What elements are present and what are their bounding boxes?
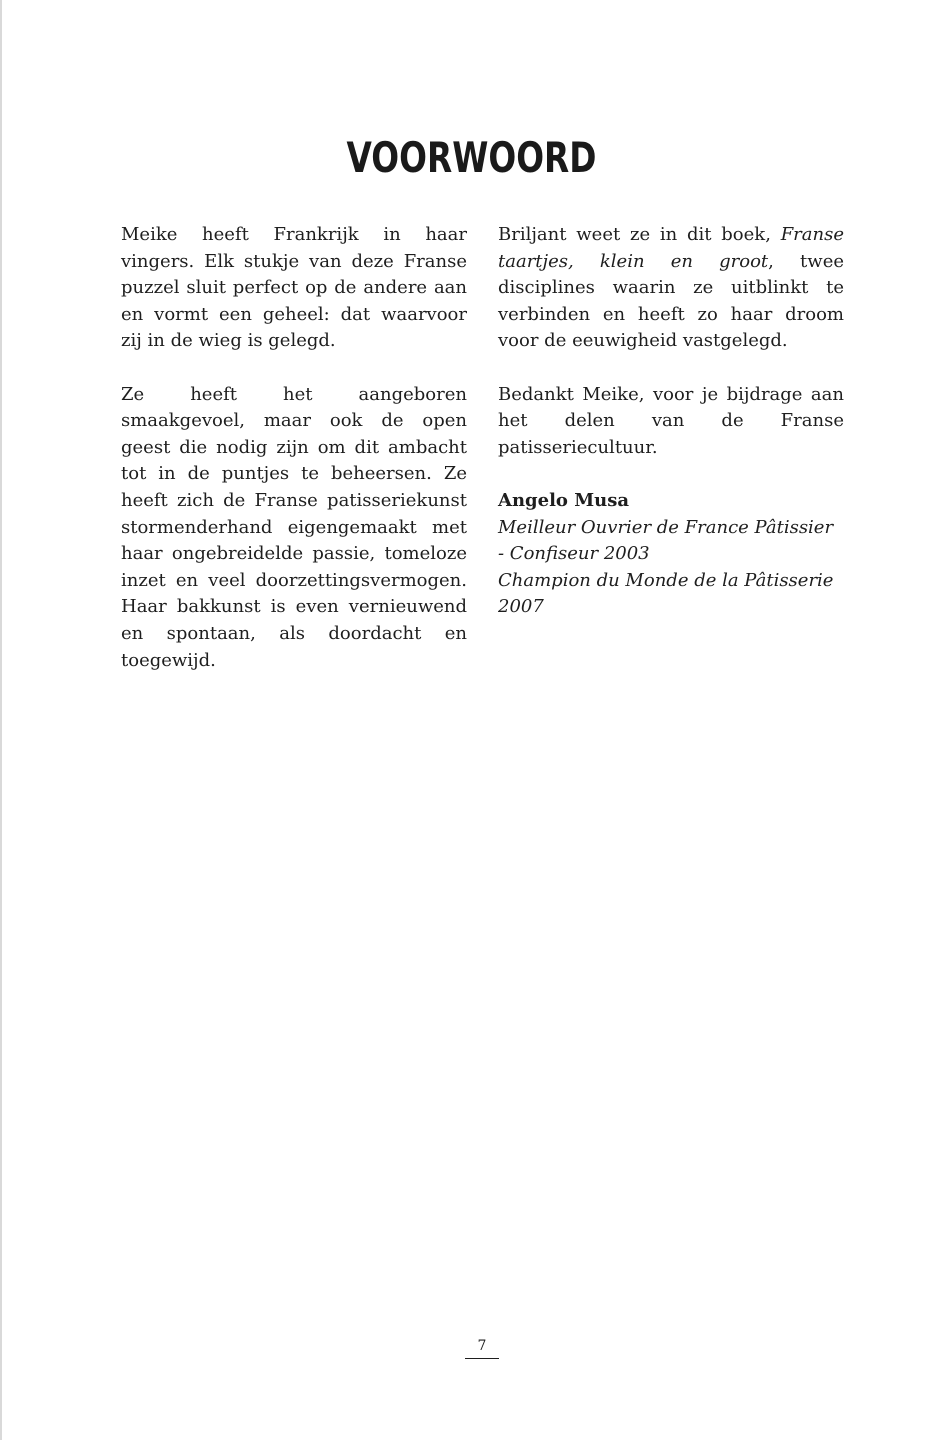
signature-title: Meilleur Ouvrier de France Pâtissier - Confiseur 2003 [498, 516, 834, 565]
book-title: Franse taartjes, klein en groot [498, 224, 844, 272]
page-edge [0, 0, 2, 1440]
paragraph-text: Briljant weet ze in dit boek, [498, 224, 781, 245]
left-column [121, 222, 467, 701]
signature-name: Angelo Musa [498, 489, 630, 511]
paragraph [498, 222, 844, 355]
signature-block [498, 488, 844, 621]
paragraph: Bedankt Meike, voor je bijdrage aan het delen van de Franse patisseriecultuur. [498, 383, 844, 458]
paragraph: Ze heeft het aangeboren smaakgevoel, maar ook de open geest die nodig zijn om dit ambacht tot in de puntjes te beheersen. Ze heeft zich de Franse patisseriekunst stormenderhand eigengemaakt met haar ongebreidelde passie, tomeloze inzet en veel doorzettingsvermogen. Haar bakkunst is even vernieuwend en spontaan, als doordacht en toegewijd. [121, 383, 467, 671]
page-title: VOORWOORD [346, 133, 597, 182]
paragraph: Meike heeft Frankrijk in haar vingers. Elk stukje van deze Franse puzzel sluit perfect op de andere aan en vormt een geheel: dat waarvoor zij in de wieg is gelegd. [121, 224, 467, 352]
signature-title: Champion du Monde de la Pâtisserie 2007 [498, 569, 834, 618]
page-number: 7 [465, 1336, 499, 1359]
right-column [498, 222, 844, 621]
paragraph-text: , twee disciplines waarin ze uitblinkt te verbinden en heeft zo haar droom voor de eeuwigheid vastgelegd. [498, 250, 845, 352]
